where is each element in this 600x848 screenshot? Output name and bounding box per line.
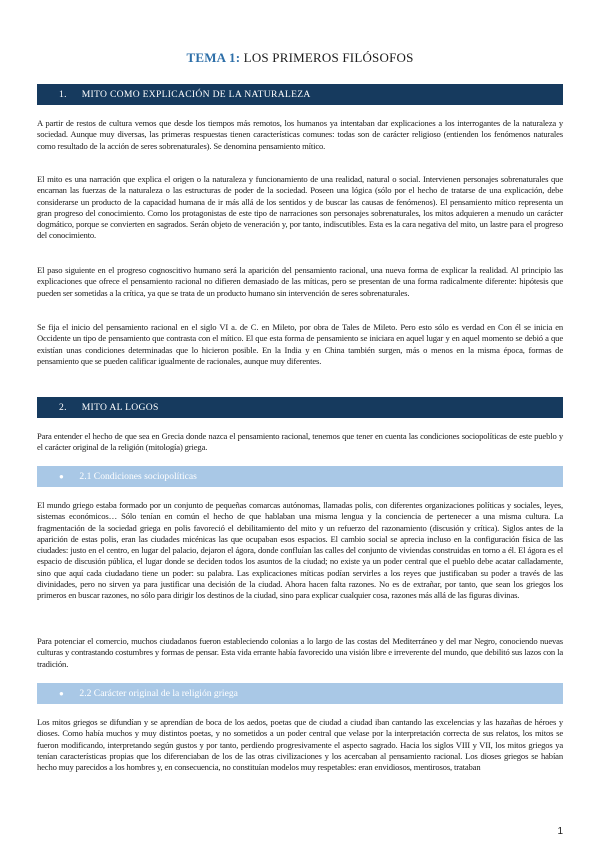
page-number: 1 — [557, 826, 563, 837]
subsection-label: 2.1 Condiciones sociopolíticas — [79, 471, 197, 482]
section-number: 2. — [59, 402, 67, 413]
title-tema: TEMA 1 — [186, 50, 236, 65]
bullet-icon: ● — [59, 689, 64, 698]
paragraph: Los mitos griegos se difundían y se aprendían de boca de los aedos, poetas que de ciudad a ciudad iban cantando las excelencias y las hazañas de héroes y dioses. Como había muchos y muy distintos poetas, y no sometidos a un poder central que velase por la interpretación correcta de sus relatos, los mitos se fueron modificando, interpretando según gustos y por tanto, perdiendo progresivamente el aspecto sagrado. Hacia los siglos VIII y VII, los mitos griegos ya tenían características propias que los diferenciaban de los de las otras civilizaciones y los acercaban al pensamiento racional. Los dioses griegos se habían hecho muy parecidos a los hombres y, en consecuencia, no constituían modelos muy respetables: eran envidiosos, mentirosos, trataban — [37, 717, 563, 773]
paragraph: Se fija el inicio del pensamiento racional en el siglo VI a. de C. en Mileto, por obra de Tales de Mileto. Pero esto sólo es verdad en Con él se inicia en Occidente un tipo de pensamiento que contrasta con el mítico. El que esta forma de pensamiento se iniciara en aquel lugar y en aquel momento se debió a que existían unas condiciones determinadas que lo hicieron posible. En la India y en China también surgen, más o menos en la misma época, formas de pensamiento que se pueden calificar igualmente de racionales, aunque muy diferentes. — [37, 322, 563, 366]
paragraph: El mundo griego estaba formado por un conjunto de pequeñas comarcas autónomas, llamadas polis, con diferentes organizaciones políticas y sociales, leyes, sistemas económicos… Sólo tenían en común el hecho de que hablaban una misma lengua y la conciencia de pertenecer a una misma cultura. La fragmentación de la sociedad griega en polis favoreció el debilitamiento del mito y un refuerzo del razonamiento (discusión y crítica). Siglos antes de la aparición de estas polis, eran las ciudades micénicas las que ocupaban esos espacios. El cambio social se aprecia incluso en la configuración física de las ciudades: justo en el centro, en lugar del palacio, dejaron el ágora, donde confluían las calles del conjunto de viviendas construidas en torno a él. El ágora es el espacio de discusión pública, el lugar donde se deciden todos los asuntos de la ciudad; no existe ya un poder central que el pueblo debe acatar calladamente, sino que aquí cada ciudadano tiene un poder: su palabra. Las explicaciones míticas podían servirles a los reyes que justificaban su poder a través de las divinidades, pero no sirven ya para justificar una decisión de la ciudad. Ahora hacen falta razones. No es de extrañar, por tanto, que sean los griegos los primeros en buscar razones, no sólo para dirigir los destinos de la ciudad, sino para explicar cualquier cosa, razones más allá de las figuras divinas. — [37, 500, 563, 601]
section-label: MITO COMO EXPLICACIÓN DE LA NATURALEZA — [81, 89, 311, 100]
subsection-heading-2-2 — [37, 683, 563, 704]
paragraph: Para potenciar el comercio, muchos ciudadanos fueron estableciendo colonias a lo largo de las costas del Mediterráneo y del mar Negro, conociendo nuevas culturas y contrastando costumbres y formas de pensar. Esta vida errante había favorecido una visión libre e irreverente del mundo, que debilitó sus lazos con la tradición. — [37, 636, 563, 669]
section-heading-1 — [37, 84, 563, 105]
paragraph: A partir de restos de cultura vemos que desde los tiempos más remotos, los humanos ya intentaban dar explicaciones a los interrogantes de la naturaleza y sociedad. Aunque muy diversas, las primeras respuestas tienen características comunes: todas son de carácter religioso (entienden los fenómenos naturales como resultado de la acción de seres sobrenaturales). Se denomina pensamiento mítico. — [37, 118, 563, 151]
subsection-label: 2.2 Carácter original de la religión griega — [79, 688, 238, 699]
paragraph: El mito es una narración que explica el origen o la naturaleza y funcionamiento de una realidad, natural o social. Intervienen personajes sobrenaturales que encarnan las fuerzas de la naturaleza o las estructuras de poder de la sociedad. Poseen una lógica (sólo por el hecho de tratarse de una explicación, debe considerarse un producto de la capacidad humana de ir más allá de los sentidos y de buscar las causas de fenómenos). El pensamiento mítico representa un gran progreso del conocimiento. Como los protagonistas de este tipo de narraciones son personajes sobrenaturales, los mitos adquieren a menudo un carácter dogmático, porque se convierten en sagrados. Serán objeto de veneración y, por tanto, indiscutibles. Esta es la cara negativa del mito, un lastre para el progreso del conocimiento. — [37, 174, 563, 241]
bullet-icon: ● — [59, 472, 64, 481]
paragraph: El paso siguiente en el progreso cognoscitivo humano será la aparición del pensamiento racional, una nueva forma de explicar la realidad. Al principio las explicaciones que ofrece el pensamiento racional no difieren demasiado de las míticas, pero se presentan de una forma radicalmente diferente: hipótesis que pueden ser sometidas a la crítica, ya que se trata de un producto humano sin intervención de seres sobrenaturales. — [37, 265, 563, 298]
paragraph: Para entender el hecho de que sea en Grecia donde nazca el pensamiento racional, tenemos que tener en cuenta las condiciones sociopolíticas de este pueblo y el carácter original de la religión (mitología) griega. — [37, 431, 563, 453]
title-colon: : — [235, 50, 241, 65]
section-number: 1. — [59, 89, 67, 100]
section-label: MITO AL LOGOS — [81, 402, 159, 413]
page-title — [37, 50, 563, 66]
subsection-heading-2-1 — [37, 466, 563, 487]
section-heading-2 — [37, 397, 563, 418]
title-text: LOS PRIMEROS FILÓSOFOS — [240, 50, 414, 65]
